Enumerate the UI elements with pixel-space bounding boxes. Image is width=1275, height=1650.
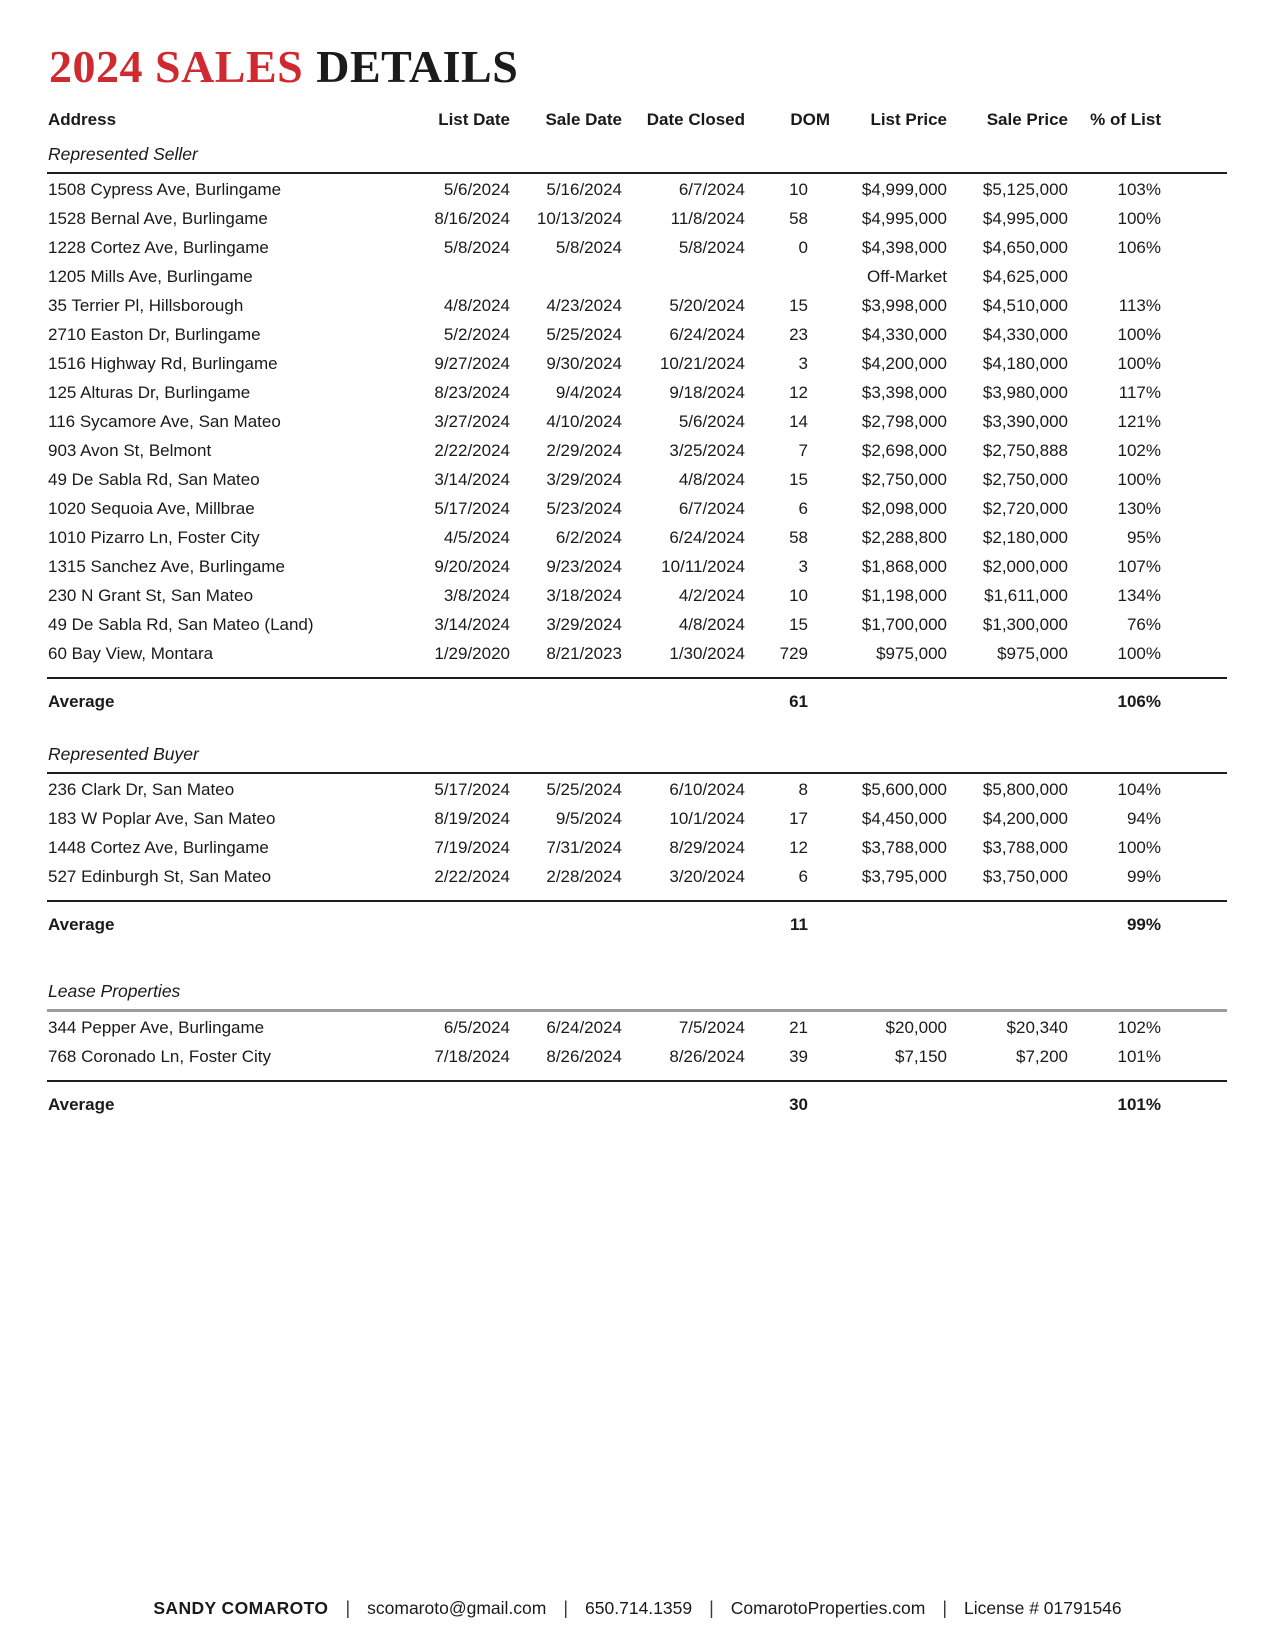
cell-list-date: 5/6/2024 xyxy=(443,180,510,199)
average-dom: 30 xyxy=(745,1081,830,1119)
agent-email: scomaroto@gmail.com xyxy=(367,1598,547,1618)
cell-sale-price: $5,800,000 xyxy=(982,780,1068,799)
cell-list-date: 6/5/2024 xyxy=(443,1018,510,1037)
cell-address: 1448 Cortez Ave, Burlingame xyxy=(48,838,269,857)
agent-license: License # 01791546 xyxy=(964,1598,1122,1618)
section-lease-properties xyxy=(47,939,1227,1119)
cell-address: 1516 Highway Rd, Burlingame xyxy=(48,354,278,373)
cell-sale-date: 4/23/2024 xyxy=(546,296,622,315)
cell-address: 768 Coronado Ln, Foster City xyxy=(48,1047,272,1066)
cell-list-date: 4/5/2024 xyxy=(443,528,510,547)
cell-sale-date: 3/18/2024 xyxy=(546,586,622,605)
table-row xyxy=(47,609,1227,638)
table-row xyxy=(47,290,1227,319)
cell-sale-price: $3,788,000 xyxy=(982,838,1068,857)
cell-list-date: 2/22/2024 xyxy=(434,867,510,886)
cell-address: 527 Edinburgh St, San Mateo xyxy=(48,867,272,886)
cell-sale-date: 5/25/2024 xyxy=(546,780,622,799)
cell-pct-of-list: 100% xyxy=(1117,838,1161,857)
cell-list-date: 1/29/2020 xyxy=(434,644,510,663)
column-header-pct-of-list: % of List xyxy=(1090,110,1161,129)
section-label-represented-buyer: Represented Buyer xyxy=(47,716,1227,773)
cell-pct-of-list: 100% xyxy=(1117,644,1161,663)
cell-sale-date: 10/13/2024 xyxy=(536,209,622,228)
average-row xyxy=(47,678,1227,716)
cell-dom: 729 xyxy=(779,644,808,663)
cell-list-date: 8/19/2024 xyxy=(434,809,510,828)
cell-list-date: 5/2/2024 xyxy=(443,325,510,344)
cell-sale-price: $4,625,000 xyxy=(982,267,1068,286)
cell-list-price: $4,999,000 xyxy=(861,180,947,199)
table-row xyxy=(47,773,1227,803)
column-header-sale-price: Sale Price xyxy=(986,110,1068,129)
cell-list-price: $5,600,000 xyxy=(861,780,947,799)
cell-address: 60 Bay View, Montara xyxy=(48,644,214,663)
table-row xyxy=(47,832,1227,861)
table-row xyxy=(47,861,1227,901)
cell-dom: 14 xyxy=(789,412,808,431)
cell-list-date: 5/17/2024 xyxy=(434,499,510,518)
column-header-date-closed: Date Closed xyxy=(646,110,745,129)
cell-date-closed: 3/25/2024 xyxy=(669,441,745,460)
cell-address: 236 Clark Dr, San Mateo xyxy=(48,780,235,799)
footer-separator: | xyxy=(345,1598,351,1618)
cell-dom: 39 xyxy=(789,1047,808,1066)
cell-list-date: 7/18/2024 xyxy=(434,1047,510,1066)
cell-list-price: $7,150 xyxy=(895,1047,947,1066)
cell-list-price: Off-Market xyxy=(867,267,947,286)
cell-pct-of-list xyxy=(1068,261,1227,290)
cell-dom: 10 xyxy=(789,180,808,199)
table-row xyxy=(47,1041,1227,1081)
cell-list-price: $2,698,000 xyxy=(861,441,947,460)
cell-sale-date: 9/30/2024 xyxy=(546,354,622,373)
cell-dom: 6 xyxy=(798,499,808,518)
cell-sale-price: $3,980,000 xyxy=(982,383,1068,402)
cell-pct-of-list: 76% xyxy=(1126,615,1161,634)
cell-list-date: 3/27/2024 xyxy=(434,412,510,431)
cell-sale-date: 5/25/2024 xyxy=(546,325,622,344)
cell-sale-date: 5/8/2024 xyxy=(555,238,622,257)
section-represented-seller xyxy=(47,136,1227,716)
cell-list-price: $3,398,000 xyxy=(861,383,947,402)
cell-list-price: $2,798,000 xyxy=(861,412,947,431)
cell-sale-price: $3,750,000 xyxy=(982,867,1068,886)
cell-list-date: 8/16/2024 xyxy=(434,209,510,228)
cell-date-closed: 8/26/2024 xyxy=(669,1047,745,1066)
cell-pct-of-list: 100% xyxy=(1117,470,1161,489)
table-row xyxy=(47,406,1227,435)
cell-sale-price: $1,300,000 xyxy=(982,615,1068,634)
cell-pct-of-list: 100% xyxy=(1117,325,1161,344)
cell-date-closed xyxy=(622,261,745,290)
cell-sale-price: $2,750,888 xyxy=(982,441,1068,460)
cell-sale-date: 8/21/2023 xyxy=(546,644,622,663)
cell-date-closed: 3/20/2024 xyxy=(669,867,745,886)
cell-dom: 3 xyxy=(798,557,808,576)
cell-sale-date: 9/23/2024 xyxy=(546,557,622,576)
cell-date-closed: 11/8/2024 xyxy=(670,209,745,228)
table-row xyxy=(47,319,1227,348)
cell-date-closed: 1/30/2024 xyxy=(669,644,745,663)
cell-sale-price: $5,125,000 xyxy=(982,180,1068,199)
cell-address: 1205 Mills Ave, Burlingame xyxy=(48,267,253,286)
cell-address: 903 Avon St, Belmont xyxy=(48,441,212,460)
cell-pct-of-list: 101% xyxy=(1117,1047,1161,1066)
cell-sale-date: 9/4/2024 xyxy=(555,383,622,402)
section-label-row xyxy=(47,939,1227,1011)
cell-date-closed: 6/7/2024 xyxy=(678,499,745,518)
cell-dom: 10 xyxy=(789,586,808,605)
cell-sale-price: $975,000 xyxy=(997,644,1068,663)
cell-dom: 0 xyxy=(798,238,808,257)
footer-separator: | xyxy=(942,1598,948,1618)
cell-dom: 6 xyxy=(798,867,808,886)
average-row xyxy=(47,1081,1227,1119)
cell-sale-price: $2,000,000 xyxy=(982,557,1068,576)
cell-list-price: $1,868,000 xyxy=(861,557,947,576)
table-row xyxy=(47,261,1227,290)
cell-address: 1528 Bernal Ave, Burlingame xyxy=(48,209,268,228)
cell-sale-price: $1,611,000 xyxy=(984,586,1068,605)
section-label-row xyxy=(47,136,1227,173)
footer xyxy=(0,1598,1275,1619)
cell-pct-of-list: 106% xyxy=(1117,238,1161,257)
cell-date-closed: 6/10/2024 xyxy=(669,780,745,799)
cell-sale-price: $4,650,000 xyxy=(982,238,1068,257)
cell-pct-of-list: 102% xyxy=(1117,1018,1161,1037)
cell-list-price: $975,000 xyxy=(876,644,947,663)
table-row xyxy=(47,232,1227,261)
footer-separator: | xyxy=(709,1598,714,1618)
cell-date-closed: 10/11/2024 xyxy=(661,557,745,576)
cell-list-price: $4,398,000 xyxy=(861,238,947,257)
cell-pct-of-list: 103% xyxy=(1117,180,1161,199)
average-pct-of-list: 106% xyxy=(1068,678,1227,716)
cell-sale-date: 9/5/2024 xyxy=(555,809,622,828)
column-header-dom: DOM xyxy=(790,110,830,129)
cell-sale-price: $2,180,000 xyxy=(982,528,1068,547)
table-row xyxy=(47,348,1227,377)
cell-dom: 3 xyxy=(798,354,808,373)
cell-sale-date: 4/10/2024 xyxy=(546,412,622,431)
cell-list-price: $2,288,800 xyxy=(861,528,947,547)
cell-sale-date: 2/29/2024 xyxy=(546,441,622,460)
cell-pct-of-list: 121% xyxy=(1117,412,1161,431)
column-header-list-price: List Price xyxy=(870,110,947,129)
cell-address: 1010 Pizarro Ln, Foster City xyxy=(48,528,260,547)
cell-date-closed: 6/24/2024 xyxy=(669,325,745,344)
cell-address: 1315 Sanchez Ave, Burlingame xyxy=(48,557,285,576)
cell-sale-price: $7,200 xyxy=(1016,1047,1068,1066)
cell-sale-date: 2/28/2024 xyxy=(546,867,622,886)
average-pct-of-list: 99% xyxy=(1068,901,1227,939)
cell-sale-date: 6/2/2024 xyxy=(555,528,622,547)
column-header-row xyxy=(47,110,1227,136)
cell-pct-of-list: 130% xyxy=(1117,499,1161,518)
cell-address: 183 W Poplar Ave, San Mateo xyxy=(48,809,276,828)
section-label-represented-seller: Represented Seller xyxy=(47,136,1227,173)
cell-list-date xyxy=(420,261,510,290)
cell-sale-date: 8/26/2024 xyxy=(546,1047,622,1066)
cell-list-price: $3,788,000 xyxy=(861,838,947,857)
table-row xyxy=(47,377,1227,406)
cell-list-date: 8/23/2024 xyxy=(434,383,510,402)
table-header xyxy=(47,110,1227,136)
page-title xyxy=(49,41,1227,92)
cell-address: 125 Alturas Dr, Burlingame xyxy=(48,383,251,402)
cell-address: 1228 Cortez Ave, Burlingame xyxy=(48,238,269,257)
cell-pct-of-list: 100% xyxy=(1117,354,1161,373)
cell-sale-date: 5/16/2024 xyxy=(546,180,622,199)
cell-date-closed: 5/20/2024 xyxy=(669,296,745,315)
cell-date-closed: 4/8/2024 xyxy=(678,470,745,489)
cell-list-price: $3,998,000 xyxy=(861,296,947,315)
cell-sale-price: $4,200,000 xyxy=(982,809,1068,828)
cell-sale-date: 3/29/2024 xyxy=(546,615,622,634)
average-label: Average xyxy=(47,1081,420,1119)
column-header-list-date: List Date xyxy=(438,110,510,129)
title-accent: 2024 SALES xyxy=(49,41,304,92)
cell-address: 2710 Easton Dr, Burlingame xyxy=(48,325,261,344)
cell-list-date: 3/8/2024 xyxy=(443,586,510,605)
cell-list-price: $4,450,000 xyxy=(861,809,947,828)
cell-date-closed: 4/2/2024 xyxy=(678,586,745,605)
table-row xyxy=(47,493,1227,522)
column-header-sale-date: Sale Date xyxy=(545,110,622,129)
section-represented-buyer xyxy=(47,716,1227,939)
table-row xyxy=(47,638,1227,678)
cell-pct-of-list: 113% xyxy=(1118,296,1161,315)
footer-separator: | xyxy=(563,1598,569,1618)
cell-dom: 12 xyxy=(789,838,808,857)
cell-address: 1508 Cypress Ave, Burlingame xyxy=(48,180,282,199)
cell-pct-of-list: 134% xyxy=(1117,586,1161,605)
cell-date-closed: 7/5/2024 xyxy=(678,1018,745,1037)
cell-list-price: $1,198,000 xyxy=(861,586,947,605)
average-pct-of-list: 101% xyxy=(1068,1081,1227,1119)
table-row xyxy=(47,803,1227,832)
cell-date-closed: 9/18/2024 xyxy=(669,383,745,402)
cell-sale-price: $4,995,000 xyxy=(982,209,1068,228)
cell-address: 1020 Sequoia Ave, Millbrae xyxy=(48,499,255,518)
table-row xyxy=(47,203,1227,232)
cell-list-price: $1,700,000 xyxy=(861,615,947,634)
cell-sale-price: $4,510,000 xyxy=(982,296,1068,315)
table-row xyxy=(47,173,1227,203)
cell-dom: 12 xyxy=(789,383,808,402)
average-label: Average xyxy=(47,678,420,716)
cell-date-closed: 6/24/2024 xyxy=(669,528,745,547)
cell-pct-of-list: 104% xyxy=(1117,780,1161,799)
cell-sale-price: $2,720,000 xyxy=(982,499,1068,518)
cell-pct-of-list: 99% xyxy=(1126,867,1161,886)
cell-sale-price: $20,340 xyxy=(1006,1018,1068,1037)
cell-list-date: 9/20/2024 xyxy=(434,557,510,576)
cell-date-closed: 8/29/2024 xyxy=(669,838,745,857)
cell-date-closed: 5/6/2024 xyxy=(678,412,745,431)
average-label: Average xyxy=(47,901,420,939)
agent-website: ComarotoProperties.com xyxy=(730,1598,926,1618)
agent-name: SANDY COMAROTO xyxy=(153,1598,329,1618)
cell-list-date: 5/17/2024 xyxy=(434,780,510,799)
average-row xyxy=(47,901,1227,939)
cell-sale-price: $4,330,000 xyxy=(982,325,1068,344)
table-row xyxy=(47,551,1227,580)
cell-address: 116 Sycamore Ave, San Mateo xyxy=(48,412,281,431)
cell-sale-date: 5/23/2024 xyxy=(546,499,622,518)
cell-pct-of-list: 107% xyxy=(1117,557,1161,576)
cell-pct-of-list: 117% xyxy=(1118,383,1161,402)
cell-date-closed: 10/1/2024 xyxy=(669,809,745,828)
cell-dom: 58 xyxy=(789,528,808,547)
cell-sale-price: $2,750,000 xyxy=(982,470,1068,489)
sales-table xyxy=(47,110,1227,1119)
cell-dom: 15 xyxy=(789,470,808,489)
cell-pct-of-list: 95% xyxy=(1126,528,1161,547)
cell-list-date: 3/14/2024 xyxy=(434,615,510,634)
cell-dom: 8 xyxy=(798,780,808,799)
cell-dom: 21 xyxy=(789,1018,808,1037)
cell-list-date: 3/14/2024 xyxy=(434,470,510,489)
cell-list-date: 7/19/2024 xyxy=(434,838,510,857)
cell-sale-date xyxy=(510,261,622,290)
cell-list-date: 4/8/2024 xyxy=(443,296,510,315)
table-row xyxy=(47,435,1227,464)
cell-sale-date: 7/31/2024 xyxy=(546,838,622,857)
cell-sale-date: 3/29/2024 xyxy=(546,470,622,489)
cell-date-closed: 6/7/2024 xyxy=(678,180,745,199)
cell-sale-price: $4,180,000 xyxy=(982,354,1068,373)
table-row xyxy=(47,1011,1227,1042)
cell-list-date: 9/27/2024 xyxy=(434,354,510,373)
cell-list-date: 2/22/2024 xyxy=(434,441,510,460)
title-rest: DETAILS xyxy=(316,41,519,92)
cell-address: 344 Pepper Ave, Burlingame xyxy=(48,1018,265,1037)
average-dom: 61 xyxy=(745,678,830,716)
cell-list-price: $2,098,000 xyxy=(861,499,947,518)
cell-address: 230 N Grant St, San Mateo xyxy=(48,586,254,605)
cell-pct-of-list: 94% xyxy=(1126,809,1161,828)
cell-pct-of-list: 102% xyxy=(1117,441,1161,460)
cell-address: 49 De Sabla Rd, San Mateo (Land) xyxy=(48,615,314,634)
cell-date-closed: 4/8/2024 xyxy=(678,615,745,634)
section-label-row xyxy=(47,716,1227,773)
cell-dom: 7 xyxy=(798,441,808,460)
cell-list-price: $4,995,000 xyxy=(861,209,947,228)
agent-phone: 650.714.1359 xyxy=(585,1598,693,1618)
section-label-lease-properties: Lease Properties xyxy=(47,939,1227,1011)
cell-date-closed: 5/8/2024 xyxy=(678,238,745,257)
average-dom: 11 xyxy=(745,901,830,939)
cell-dom xyxy=(745,261,830,290)
cell-dom: 58 xyxy=(789,209,808,228)
cell-pct-of-list: 100% xyxy=(1117,209,1161,228)
cell-list-date: 5/8/2024 xyxy=(443,238,510,257)
cell-address: 49 De Sabla Rd, San Mateo xyxy=(48,470,260,489)
cell-dom: 15 xyxy=(789,615,808,634)
cell-list-price: $20,000 xyxy=(885,1018,947,1037)
cell-dom: 23 xyxy=(789,325,808,344)
cell-sale-price: $3,390,000 xyxy=(982,412,1068,431)
cell-list-price: $3,795,000 xyxy=(861,867,947,886)
table-row xyxy=(47,580,1227,609)
cell-sale-date: 6/24/2024 xyxy=(546,1018,622,1037)
cell-date-closed: 10/21/2024 xyxy=(659,354,745,373)
table-row xyxy=(47,464,1227,493)
cell-list-price: $4,200,000 xyxy=(861,354,947,373)
cell-dom: 17 xyxy=(789,809,808,828)
cell-dom: 15 xyxy=(789,296,808,315)
cell-list-price: $4,330,000 xyxy=(861,325,947,344)
column-header-address: Address xyxy=(48,110,117,129)
table-row xyxy=(47,522,1227,551)
cell-list-price: $2,750,000 xyxy=(861,470,947,489)
cell-address: 35 Terrier Pl, Hillsborough xyxy=(48,296,244,315)
